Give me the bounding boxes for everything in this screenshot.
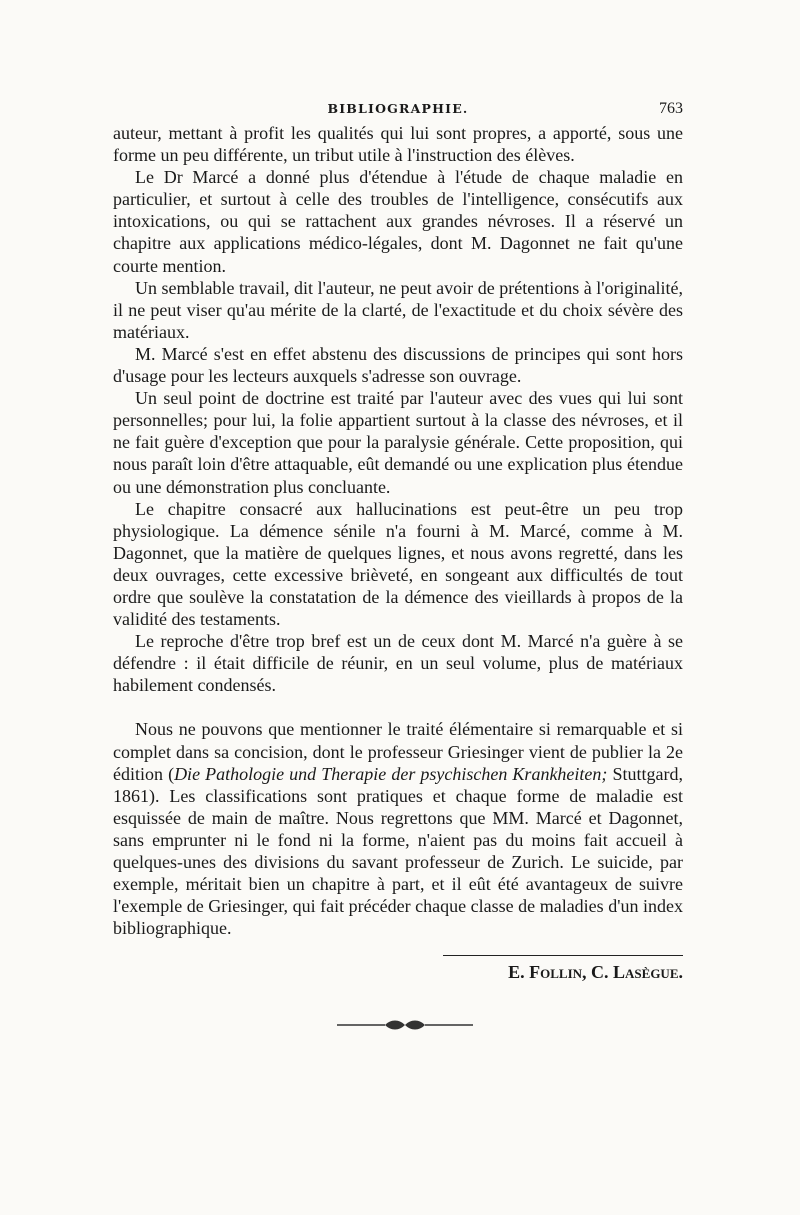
page-number: 763 — [659, 100, 683, 117]
signature-rule — [443, 955, 683, 956]
running-header — [113, 96, 683, 122]
paragraph-griesinger — [113, 718, 683, 939]
griesinger-text-end: Stuttgard, 1861). Les classifications sont pratiques et chaque forme de maladie est esquissée de main de maître. Nous regrettons que MM. Marcé et Dagonnet, sans emprunter ni le fond ni la forme, n'aient pas du moins fait accueil à quelques-unes des divisions du savant professeur de Zurich. Le suicide, par exemple, méritait bien un chapitre à part, et il eût été avantageux de suivre l'exemple de Griesinger, qui fait précéder chaque classe de maladies d'un index bibliographique. — [113, 763, 683, 939]
paragraph-5: Un seul point de doctrine est traité par l'auteur avec des vues qui lui sont personnelles; pour lui, la folie appartient surtout à la classe des névroses, et il ne fait guère d'exception que pour la paralysie générale. Cette proposition, qui nous paraît loin d'être attaquable, eût demandé ou une explication plus étendue ou une démonstration plus concluante. — [113, 388, 683, 497]
tailpiece-ornament-icon — [335, 1019, 475, 1031]
document-page — [113, 96, 683, 1031]
book-title: Die Pathologie und Therapie der psychischen Krankheiten; — [174, 763, 608, 784]
paragraph-7: Le reproche d'être trop bref est un de ceux dont M. Marcé n'a guère à se défendre : il était difficile de réunir, en un seul volume, plus de matériaux habilement condensés. — [113, 631, 683, 696]
paragraph-4: M. Marcé s'est en effet abstenu des discussions de principes qui sont hors d'usage pour les lecteurs auxquels s'adresse son ouvrage. — [113, 343, 683, 387]
griesinger-text-start: Nous ne pouvons que mentionner le traité élémentaire si remarquable et si complet dans sa concision, dont le professeur Griesinger vient de publier la 2e édition ( — [113, 719, 683, 784]
section-gap — [113, 696, 683, 718]
paragraph-3: Un semblable travail, dit l'auteur, ne peut avoir de prétentions à l'originalité, il ne peut viser qu'au mérite de la clarté, de l'exactitude et du choix sévère des matériaux. — [113, 277, 683, 342]
paragraph-1: auteur, mettant à profit les qualités qui lui sont propres, a apporté, sous une forme un peu différente, un tribut utile à l'instruction des élèves. — [113, 123, 683, 166]
paragraph-6: Le chapitre consacré aux hallucinations est peut-être un peu trop physiologique. La démence sénile n'a fourni à M. Marcé, comme à M. Dagonnet, que la matière de quelques lignes, et nous avons regretté, dans les deux ouvrages, cette excessive brièveté, en songeant aux difficultés de tout ordre que soulève la constatation de la démence des vieillards à propos de la validité des testaments. — [113, 498, 683, 630]
paragraph-2: Le Dr Marcé a donné plus d'étendue à l'étude de chaque maladie en particulier, et surtout à celle des troubles de l'intelligence, consécutifs aux intoxications, ou qui se rattachent aux grandes névroses. Il a réservé un chapitre aux applications médico-légales, dont M. Dagonnet ne fait qu'une courte mention. — [113, 167, 683, 276]
body-text — [113, 122, 683, 939]
signature: E. Follin, C. Lasègue. — [508, 962, 683, 983]
section-title: BIBLIOGRAPHIE. — [327, 101, 469, 116]
